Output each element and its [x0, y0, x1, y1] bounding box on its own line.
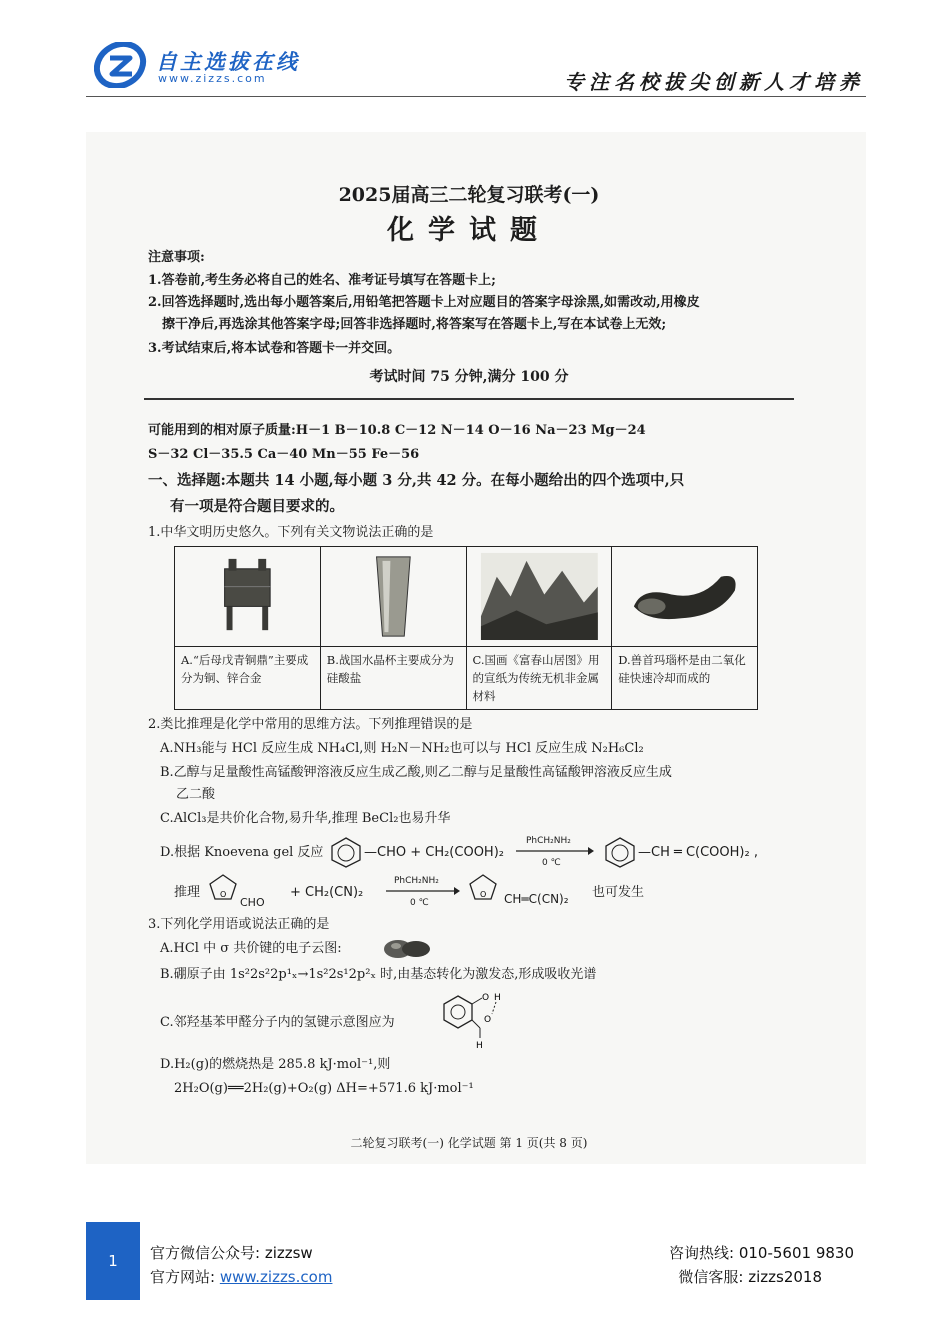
wechat-service: 微信客服: zizzs2018 [678, 1268, 822, 1286]
site-label: 官方网站: [150, 1268, 220, 1286]
option-2b: B.乙醇与足量酸性高锰酸钾溶液反应生成乙酸,则乙二醇与足量酸性高锰酸钾溶液反应生成 [160, 765, 672, 780]
svg-text:O: O [484, 1015, 492, 1025]
official-site [150, 1266, 332, 1287]
atomic-mass-line: 可能用到的相对原子质量:H－1 B－10.8 C－12 N－14 O－16 Na－23 Mg－24 [148, 423, 646, 438]
scanned-exam-page [86, 132, 866, 1164]
option-2d: D.根据 Knoevena gel 反应 [160, 845, 324, 860]
note-item: 1.答卷前,考生务必将自己的姓名、准考证号填写在答题卡上; [148, 273, 496, 288]
reaction-d-temp: 0 ℃ [542, 858, 561, 868]
option-2a: A.NH₃能与 HCl 反应生成 NH₄Cl,则 H₂N－NH₂也可以与 HCl 反应生成 N₂H₆Cl₂ [160, 741, 644, 756]
section-heading: 一、选择题:本题共 14 小题,每小题 3 分,共 42 分。在每小题给出的四个选项中,只 [148, 472, 685, 489]
benzene-ring-icon [328, 836, 364, 868]
furan-ring-icon [206, 872, 240, 902]
furan-ring-icon [466, 872, 500, 902]
exam-subject: 化学试题 [387, 215, 551, 246]
option-2b-cont: 乙二酸 [176, 787, 216, 802]
exam-title: 2025届高三二轮复习联考(一) [338, 184, 600, 206]
wechat-account: 官方微信公众号: zizzsw [150, 1244, 313, 1262]
relic-cell-b [321, 547, 467, 709]
page-header [0, 0, 950, 100]
question-2: 2.类比推理是化学中常用的思维方法。下列推理错误的是 [148, 717, 473, 732]
option-3d: D.H₂(g)的燃烧热是 285.8 kJ·mol⁻¹,则 [160, 1057, 391, 1072]
question-3: 3.下列化学用语或说法正确的是 [148, 917, 330, 932]
svg-text:O: O [220, 890, 227, 899]
reaction-d2-catalyst: PhCH₂NH₂ [394, 876, 439, 886]
note-item: 擦干净后,再选涂其他答案字母;回答非选择题时,将答案写在答题卡上,写在本试卷上无效; [162, 317, 667, 332]
exam-page-footer: 二轮复习联考(一) 化学试题 第 1 页(共 8 页) [350, 1136, 588, 1150]
logo-url[interactable]: www.zizzs.com [158, 72, 267, 85]
option-3b: B.硼原子由 1s²2s²2p¹ₓ→1s²2s¹2p²ₓ 时,由基态转化为激发态,形成吸收光谱 [160, 967, 597, 982]
reaction-d2-temp: 0 ℃ [410, 898, 429, 908]
divider [144, 398, 794, 400]
notes-heading: 注意事项: [148, 250, 205, 265]
benzene-ring-icon [602, 836, 638, 868]
atomic-mass-line: S－32 Cl－35.5 Ca－40 Mn－55 Fe－56 [148, 447, 420, 462]
relic-cell-a [175, 547, 321, 709]
svg-text:H: H [476, 1041, 483, 1050]
reaction-d2-group: CHO [240, 896, 265, 909]
svg-text:H: H [494, 993, 501, 1003]
relic-option-a: A.“后母戊青铜鼎”主要成分为铜、锌合金 [181, 653, 309, 685]
electron-cloud-icon [380, 938, 432, 960]
svg-text:O: O [480, 890, 487, 899]
relic-table [174, 546, 758, 710]
question-1: 1.中华文明历史悠久。下列有关文物说法正确的是 [148, 525, 434, 540]
relic-option-d: D.兽首玛瑙杯是由二氧化硅快速冷却而成的 [618, 653, 746, 685]
option-2c: C.AlCl₃是共价化合物,易升华,推理 BeCl₂也易升华 [160, 811, 451, 826]
note-item: 3.考试结束后,将本试卷和答题卡一并交回。 [148, 341, 401, 356]
section-heading: 有一项是符合题目要求的。 [170, 498, 344, 515]
exam-time: 考试时间 75 分钟,满分 100 分 [369, 369, 569, 385]
crystal-cup-icon [321, 547, 466, 647]
reaction-d2-prefix: 推理 [174, 885, 201, 900]
agate-cup-icon [612, 547, 757, 647]
page-number: 1 [86, 1222, 140, 1300]
option-3c: C.邻羟基苯甲醛分子内的氢键示意图应为 [160, 1015, 395, 1030]
hotline: 咨询热线: 010-5601 9830 [669, 1244, 854, 1262]
option-3d-equation: 2H₂O(g)══2H₂(g)+O₂(g) ΔH=+571.6 kJ·mol⁻¹ [174, 1081, 474, 1096]
header-divider [86, 96, 866, 97]
option-3a: A.HCl 中 σ 共价键的电子云图: [160, 941, 342, 956]
svg-text:O: O [482, 993, 490, 1003]
relic-cell-d [612, 547, 757, 709]
relic-option-c: C.国画《富春山居图》用的宣纸为传统无机非金属材料 [472, 653, 600, 703]
hydrogen-bond-structure-icon [440, 988, 510, 1050]
note-item: 2.回答选择题时,选出每小题答案后,用铅笔把答题卡上对应题目的答案字母涂黑,如需改动,用橡皮 [148, 295, 700, 310]
reaction-d-product: —CH ═ C(COOH)₂ , [638, 845, 758, 860]
logo-title[interactable]: 自主选拔在线 [156, 50, 300, 74]
logo-icon [94, 42, 150, 88]
landscape-painting-icon [467, 547, 612, 647]
reaction-d-reactant: —CHO + CH₂(COOH)₂ [364, 845, 504, 860]
site-link[interactable]: www.zizzs.com [219, 1268, 333, 1286]
relic-cell-c [467, 547, 613, 709]
bronze-ding-icon [175, 547, 320, 647]
reaction-d2-product: CH═C(CN)₂ [504, 892, 569, 906]
reaction-d2-reagent: + CH₂(CN)₂ [290, 885, 364, 900]
header-slogan: 专注名校拔尖创新人才培养 [564, 70, 864, 94]
reaction-d-catalyst: PhCH₂NH₂ [526, 836, 571, 846]
relic-option-b: B.战国水晶杯主要成分为硅酸盐 [326, 653, 454, 685]
reaction-d2-suffix: 也可发生 [592, 885, 645, 900]
